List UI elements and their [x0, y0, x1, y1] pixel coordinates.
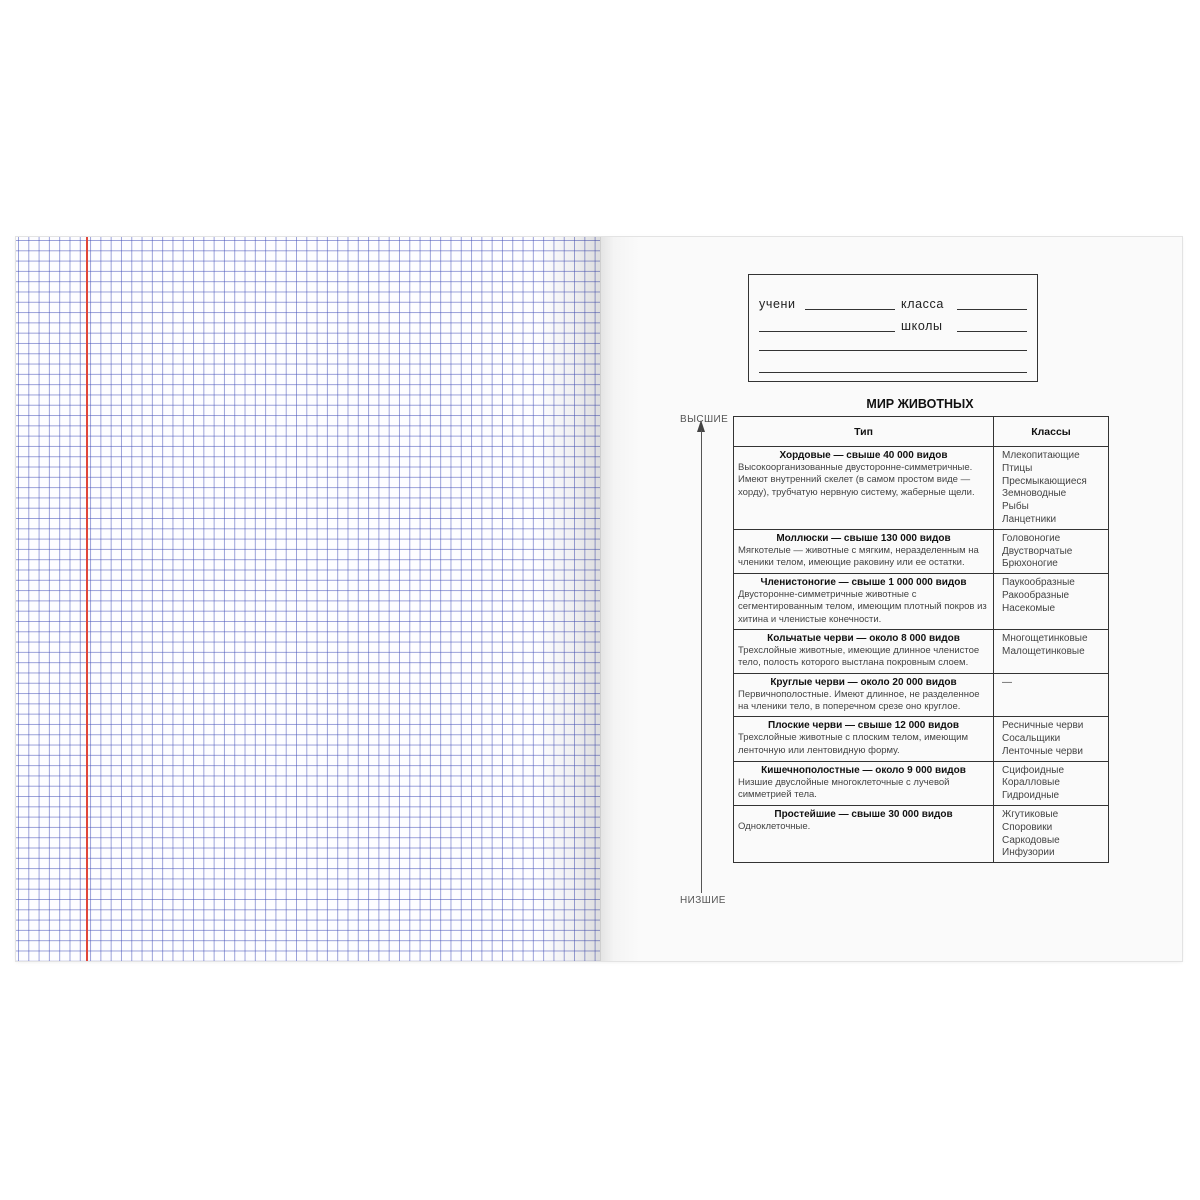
- phylum-name: Кольчатые черви — около 8 000 видов: [767, 633, 960, 645]
- phylum-description: Трехслойные животные с плоским телом, имеющим ленточную или лентовидную форму.: [738, 732, 968, 756]
- table-header-row: [734, 417, 1109, 447]
- class-item: Ланцетники: [1002, 513, 1057, 525]
- lower-label: НИЗШИЕ: [680, 895, 726, 906]
- blank-line-2[interactable]: [759, 360, 1027, 373]
- classes-cell: [994, 529, 1109, 573]
- classes-cell: [994, 761, 1109, 805]
- type-cell: [734, 529, 994, 573]
- table-row: [734, 717, 1109, 761]
- phylum-name: Круглые черви — около 20 000 видов: [770, 676, 957, 688]
- class-item: Жгутиковые: [1002, 809, 1059, 821]
- table-row: [734, 630, 1109, 674]
- class-item: Брюхоногие: [1002, 558, 1058, 570]
- classes-cell: [994, 574, 1109, 630]
- type-cell: [734, 806, 994, 863]
- header-type: Тип: [734, 417, 994, 447]
- class-item: Птицы: [1002, 462, 1033, 474]
- class-item: Насекомые: [1002, 602, 1056, 614]
- table-row: [734, 574, 1109, 630]
- type-cell: [734, 761, 994, 805]
- classes-cell: [994, 447, 1109, 530]
- table-row: [734, 806, 1109, 863]
- class-item: Саркодовые: [1002, 834, 1060, 846]
- class-item: Сосальщики: [1002, 733, 1061, 745]
- type-cell: [734, 630, 994, 674]
- higher-label: ВЫСШИЕ: [680, 414, 729, 425]
- table-row: [734, 761, 1109, 805]
- class-item: Ракообразные: [1002, 589, 1070, 601]
- class-item: Пресмыкающиеся: [1002, 475, 1087, 487]
- type-cell: [734, 673, 994, 717]
- student-info-box: [748, 274, 1038, 382]
- school-line[interactable]: [957, 319, 1027, 332]
- spine-fold: [600, 237, 601, 961]
- blank-row-2: [759, 360, 1027, 378]
- classes-cell: [994, 717, 1109, 761]
- class-item: Многощетинковые: [1002, 633, 1088, 645]
- table-title: МИР ЖИВОТНЫХ: [866, 397, 974, 411]
- class-item: Двустворчатые: [1002, 545, 1073, 557]
- phylum-description: Двусторонне-симметричные животные с сегментированным телом, имеющим плотный покров из хитина и членистые конечности.: [738, 589, 987, 625]
- fold-shadow: [536, 237, 600, 961]
- blank-row-1: [759, 338, 1027, 356]
- classes-cell: [994, 630, 1109, 674]
- class-item: Сцифоидные: [1002, 764, 1065, 776]
- phylum-description: Трехслойные животные, имеющие длинное членистое тело, полость которого выстлана покровным слоем.: [738, 645, 980, 669]
- phylum-name: Членистоногие — свыше 1 000 000 видов: [760, 577, 967, 589]
- class-item: Ленточные черви: [1002, 745, 1083, 757]
- school-prefix-line[interactable]: [759, 319, 895, 332]
- table-row: [734, 673, 1109, 717]
- table-row: [734, 529, 1109, 573]
- phylum-name: Моллюски — свыше 130 000 видов: [776, 532, 951, 544]
- school-label: школы: [901, 319, 943, 333]
- blank-line-1[interactable]: [759, 338, 1027, 351]
- class-item: Земноводные: [1002, 488, 1067, 500]
- class-item: Споровики: [1002, 821, 1053, 833]
- header-classes: Классы: [994, 417, 1109, 447]
- margin-line: [86, 237, 88, 961]
- grid-page: [16, 237, 600, 961]
- class-item: Рыбы: [1002, 501, 1029, 513]
- classes-cell: [994, 806, 1109, 863]
- evolution-arrow-line: [701, 430, 702, 893]
- school-row: [759, 319, 1027, 337]
- student-name-line[interactable]: [805, 297, 895, 310]
- phylum-name: Плоские черви — свыше 12 000 видов: [768, 720, 959, 732]
- phylum-description: Первичнополостные. Имеют длинное, не разделенное на членики тело, в поперечном срезе оно круглое.: [738, 688, 980, 712]
- phylum-description: Низшие двуслойные многоклеточные с лучевой симметрией тела.: [738, 776, 950, 800]
- class-item: Коралловые: [1002, 777, 1060, 789]
- student-row: [759, 297, 1027, 315]
- phylum-description: Мягкотелые — животные с мягким, неразделенным на членики телом, имеющие раковину или ее остатки.: [738, 544, 979, 569]
- class-item: Ресничные черви: [1002, 720, 1084, 732]
- type-cell: [734, 717, 994, 761]
- animal-world-table: [733, 416, 1109, 863]
- classes-cell: [994, 673, 1109, 717]
- class-line[interactable]: [957, 297, 1027, 310]
- type-cell: [734, 447, 994, 530]
- class-item: Млекопитающие: [1002, 450, 1080, 461]
- class-label: класса: [901, 297, 944, 311]
- type-cell: [734, 574, 994, 630]
- class-item: Гидроидные: [1002, 790, 1060, 802]
- phylum-name: Хордовые — свыше 40 000 видов: [779, 450, 948, 461]
- student-label: учени: [759, 297, 796, 311]
- class-item: Малощетинковые: [1002, 645, 1085, 657]
- phylum-description: Высокоорганизованные двусторонне-симметричные. Имеют внутренний скелет (в самом простом виде — хорду), трубчатую нервную систему, жаберные щели.: [738, 462, 975, 498]
- class-item: Инфузории: [1002, 847, 1055, 859]
- phylum-name: Простейшие — свыше 30 000 видов: [774, 809, 953, 821]
- phylum-description: Одноклеточные.: [738, 821, 811, 833]
- table-body: [734, 447, 1109, 863]
- class-item: —: [1002, 676, 1012, 688]
- class-item: Головоногие: [1002, 532, 1061, 544]
- class-item: Паукообразные: [1002, 577, 1075, 589]
- phylum-name: Кишечнополостные — около 9 000 видов: [761, 764, 966, 776]
- table-row: [734, 447, 1109, 530]
